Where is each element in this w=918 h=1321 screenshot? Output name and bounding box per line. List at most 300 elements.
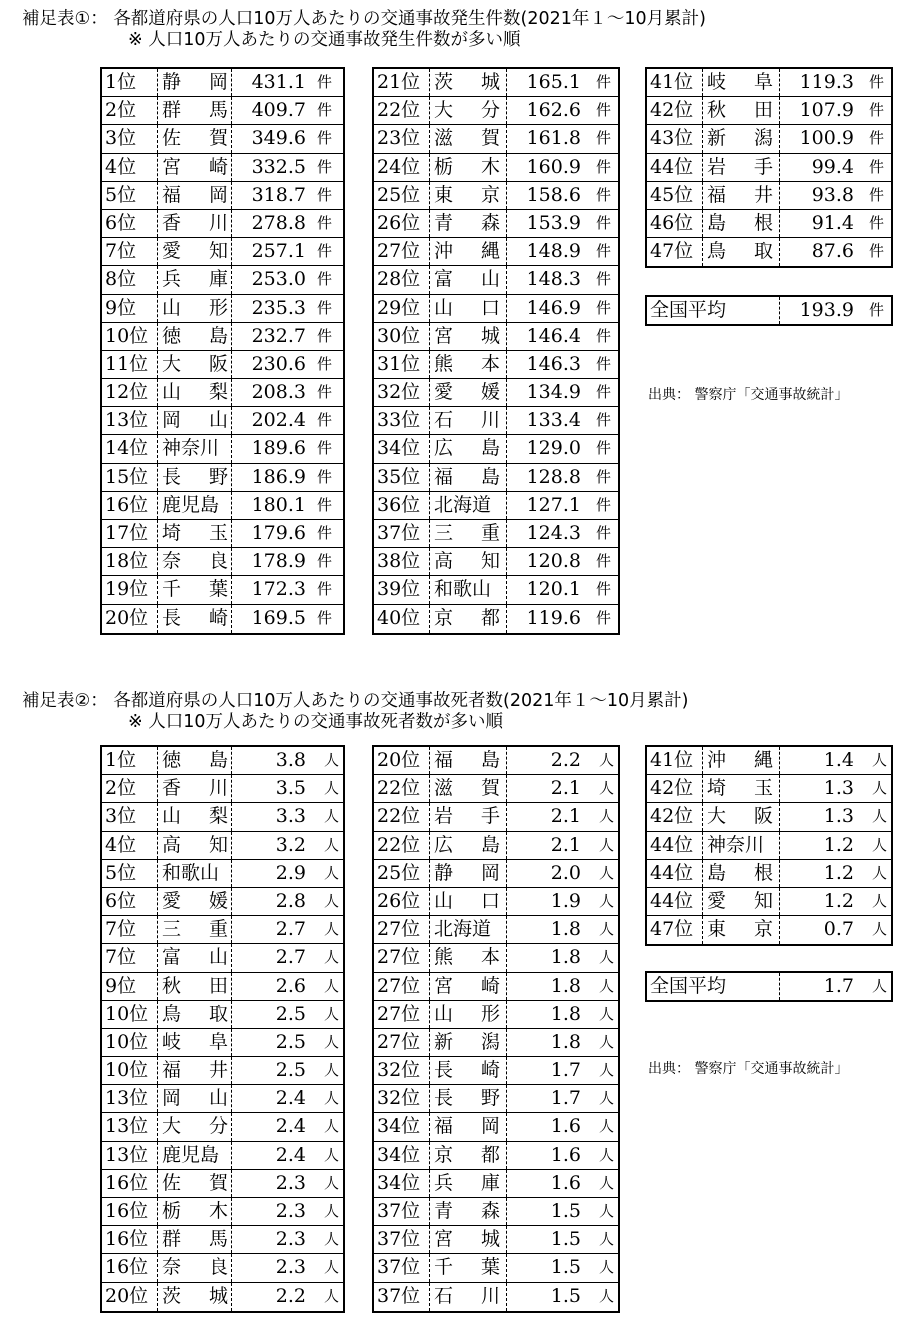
rank-cell: 37位 xyxy=(377,1284,421,1307)
prefecture-cell: 山梨 xyxy=(157,379,228,406)
value-cell: 1.5 xyxy=(506,1226,581,1253)
value-cell: 431.1 xyxy=(231,69,306,96)
prefecture-cell: 長崎 xyxy=(157,605,228,633)
table-row xyxy=(102,944,343,972)
prefecture-cell: 兵庫 xyxy=(157,266,228,293)
table-row xyxy=(102,323,343,351)
value-cell: 1.8 xyxy=(506,1001,581,1028)
unit-cell: 件 xyxy=(596,354,612,373)
value-cell: 2.1 xyxy=(506,803,581,830)
value-cell: 1.8 xyxy=(506,973,581,1000)
unit-cell: 件 xyxy=(317,608,333,627)
unit-cell: 人 xyxy=(599,863,615,882)
rank-cell: 27位 xyxy=(377,918,421,941)
table-row xyxy=(102,69,343,97)
table-row xyxy=(374,1226,618,1254)
value-cell: 230.6 xyxy=(231,351,306,378)
prefecture-cell: 福岡 xyxy=(429,1113,500,1140)
rank-cell: 42位 xyxy=(650,777,694,800)
prefecture-cell: 新潟 xyxy=(429,1029,500,1056)
value-cell: 153.9 xyxy=(506,210,581,237)
prefecture-cell: 東京 xyxy=(702,916,773,944)
rank-cell: 32位 xyxy=(377,381,421,404)
rank-cell: 7位 xyxy=(105,240,137,263)
rank-cell: 7位 xyxy=(105,918,137,941)
rank-cell: 9位 xyxy=(105,974,137,997)
prefecture-cell: 福島 xyxy=(429,747,500,774)
prefecture-cell: 宮城 xyxy=(429,1226,500,1253)
prefecture-cell: 大分 xyxy=(429,97,500,124)
value-cell: 2.5 xyxy=(231,1057,306,1084)
table-row xyxy=(374,295,618,323)
prefecture-cell: 青森 xyxy=(429,1198,500,1225)
value-cell: 2.9 xyxy=(231,860,306,887)
average-label: 全国平均 xyxy=(650,975,727,997)
prefecture-cell: 北海道 xyxy=(429,916,500,943)
unit-cell: 人 xyxy=(599,1145,615,1164)
rank-cell: 44位 xyxy=(650,861,694,884)
value-cell: 349.6 xyxy=(231,125,306,152)
prefecture-cell: 奈良 xyxy=(157,1254,228,1281)
prefecture-cell: 千葉 xyxy=(429,1254,500,1281)
table-row xyxy=(374,576,618,604)
prefecture-cell: 兵庫 xyxy=(429,1170,500,1197)
rank-cell: 37位 xyxy=(377,522,421,544)
rank-cell: 22位 xyxy=(377,777,421,800)
table2-col3 xyxy=(645,745,893,946)
rank-cell: 7位 xyxy=(105,946,137,969)
prefecture-cell: 岡山 xyxy=(157,1085,228,1112)
average-label: 全国平均 xyxy=(650,299,727,321)
rank-cell: 18位 xyxy=(105,550,149,573)
prefecture-cell: 秋田 xyxy=(702,97,773,124)
rank-cell: 10位 xyxy=(105,1059,149,1082)
prefecture-cell: 茨城 xyxy=(157,1283,228,1311)
unit-cell: 件 xyxy=(317,270,333,289)
table-row xyxy=(374,916,618,944)
table-row xyxy=(647,832,891,860)
value-cell: 1.5 xyxy=(506,1254,581,1281)
unit-cell: 件 xyxy=(869,73,885,91)
rank-cell: 10位 xyxy=(105,324,149,347)
table-row xyxy=(647,125,891,153)
value-cell: 2.3 xyxy=(231,1198,306,1225)
unit-cell: 件 xyxy=(596,242,612,261)
unit-cell: 件 xyxy=(317,524,333,542)
unit-cell: 人 xyxy=(599,948,615,967)
rank-cell: 25位 xyxy=(377,183,421,206)
unit-cell: 件 xyxy=(317,185,333,204)
unit-cell: 件 xyxy=(317,467,333,486)
value-cell: 2.2 xyxy=(506,747,581,774)
table-row xyxy=(374,860,618,888)
rank-cell: 6位 xyxy=(105,211,137,234)
value-cell: 3.8 xyxy=(231,747,306,774)
table1-col2 xyxy=(372,67,620,635)
table-row xyxy=(647,916,891,944)
prefecture-cell: 高知 xyxy=(157,832,228,859)
table-row xyxy=(647,860,891,888)
table2-col1 xyxy=(100,745,345,1313)
prefecture-cell: 長野 xyxy=(429,1085,500,1112)
rank-cell: 34位 xyxy=(377,1143,421,1166)
unit-cell: 件 xyxy=(869,101,885,120)
prefecture-cell: 栃木 xyxy=(429,154,500,181)
table2-title: 補足表②： 各都道府県の人口10万人あたりの交通事故死者数(2021年１～10月累計) xyxy=(22,691,689,711)
table-row xyxy=(102,832,343,860)
prefecture-cell: 埼玉 xyxy=(157,520,228,547)
table-row xyxy=(374,210,618,238)
table-row xyxy=(102,295,343,323)
rank-cell: 27位 xyxy=(377,1002,421,1025)
value-cell: 189.6 xyxy=(231,435,306,462)
prefecture-cell: 北海道 xyxy=(429,492,500,519)
prefecture-cell: 島根 xyxy=(702,860,773,887)
unit-cell: 件 xyxy=(596,411,612,430)
value-cell: 146.3 xyxy=(506,351,581,378)
rank-cell: 47位 xyxy=(650,240,694,263)
value-cell: 1.6 xyxy=(506,1113,581,1140)
value-cell: 1.3 xyxy=(779,803,854,830)
table-row xyxy=(647,97,891,125)
table-row xyxy=(102,1198,343,1226)
rank-cell: 9位 xyxy=(105,296,137,319)
rank-cell: 44位 xyxy=(650,155,694,178)
unit-cell: 人 xyxy=(599,1004,615,1023)
average-unit: 人 xyxy=(872,977,888,995)
unit-cell: 件 xyxy=(317,129,333,148)
table1-average-box xyxy=(645,295,893,326)
rank-cell: 16位 xyxy=(105,1256,149,1279)
table2-col2 xyxy=(372,745,620,1313)
rank-cell: 13位 xyxy=(105,1087,149,1110)
unit-cell: 件 xyxy=(869,157,885,176)
rank-cell: 16位 xyxy=(105,1200,149,1222)
prefecture-cell: 大分 xyxy=(157,1113,228,1140)
prefecture-cell: 佐賀 xyxy=(157,1170,228,1197)
table-row xyxy=(102,154,343,182)
unit-cell: 件 xyxy=(317,298,333,317)
rank-cell: 24位 xyxy=(377,155,421,178)
table-row xyxy=(102,1283,343,1311)
value-cell: 409.7 xyxy=(231,97,306,124)
prefecture-cell: 香川 xyxy=(157,210,228,237)
prefecture-cell: 長崎 xyxy=(429,1057,500,1084)
table-row xyxy=(647,238,891,266)
rank-cell: 10位 xyxy=(105,1002,149,1025)
table2-source: 出典： 警察庁「交通事故統計」 xyxy=(648,1061,849,1077)
table-row xyxy=(102,747,343,775)
unit-cell: 件 xyxy=(317,157,333,176)
rank-cell: 4位 xyxy=(105,155,137,178)
prefecture-cell: 岡山 xyxy=(157,407,228,434)
prefecture-cell: 石川 xyxy=(429,1283,500,1311)
table-row xyxy=(102,548,343,576)
unit-cell: 人 xyxy=(599,779,615,798)
unit-cell: 人 xyxy=(324,807,340,826)
rank-cell: 21位 xyxy=(377,71,421,93)
prefecture-cell: 和歌山 xyxy=(429,576,500,603)
table-row xyxy=(374,435,618,463)
rank-cell: 12位 xyxy=(105,381,149,404)
value-cell: 2.2 xyxy=(231,1283,306,1311)
value-cell: 1.7 xyxy=(506,1085,581,1112)
value-cell: 2.1 xyxy=(506,775,581,802)
table-row xyxy=(647,888,891,916)
value-cell: 100.9 xyxy=(779,125,854,152)
unit-cell: 人 xyxy=(599,976,615,995)
unit-cell: 人 xyxy=(324,1032,340,1051)
value-cell: 1.8 xyxy=(506,944,581,971)
value-cell: 1.6 xyxy=(506,1170,581,1197)
unit-cell: 人 xyxy=(872,835,888,854)
rank-cell: 20位 xyxy=(105,1284,149,1307)
rank-cell: 42位 xyxy=(650,805,694,828)
table-row xyxy=(374,323,618,351)
table-row xyxy=(374,775,618,803)
value-cell: 3.3 xyxy=(231,803,306,830)
table-row xyxy=(374,605,618,633)
value-cell: 162.6 xyxy=(506,97,581,124)
value-cell: 257.1 xyxy=(231,238,306,265)
unit-cell: 件 xyxy=(596,524,612,542)
table-row xyxy=(374,492,618,520)
unit-cell: 件 xyxy=(596,383,612,402)
table1-col3 xyxy=(645,67,893,268)
table-row xyxy=(102,97,343,125)
value-cell: 119.6 xyxy=(506,605,581,633)
unit-cell: 件 xyxy=(869,213,885,232)
value-cell: 1.4 xyxy=(779,747,854,774)
unit-cell: 人 xyxy=(599,807,615,826)
unit-cell: 人 xyxy=(599,920,615,939)
value-cell: 129.0 xyxy=(506,435,581,462)
prefecture-cell: 茨城 xyxy=(429,69,500,96)
rank-cell: 16位 xyxy=(105,1171,149,1194)
prefecture-cell: 滋賀 xyxy=(429,125,500,152)
value-cell: 2.7 xyxy=(231,944,306,971)
rank-cell: 5位 xyxy=(105,861,137,884)
table-row xyxy=(102,435,343,463)
table-row xyxy=(102,1170,343,1198)
value-cell: 2.8 xyxy=(231,888,306,915)
value-cell: 1.2 xyxy=(779,860,854,887)
value-cell: 124.3 xyxy=(506,520,581,547)
rank-cell: 37位 xyxy=(377,1256,421,1279)
table-row xyxy=(374,379,618,407)
unit-cell: 人 xyxy=(599,1230,615,1249)
rank-cell: 26位 xyxy=(377,889,421,912)
table-row xyxy=(102,1001,343,1029)
prefecture-cell: 熊本 xyxy=(429,351,500,378)
unit-cell: 件 xyxy=(596,213,612,232)
prefecture-cell: 群馬 xyxy=(157,97,228,124)
prefecture-cell: 青森 xyxy=(429,210,500,237)
table-row xyxy=(102,576,343,604)
rank-cell: 23位 xyxy=(377,127,421,150)
table-row xyxy=(102,775,343,803)
prefecture-cell: 山口 xyxy=(429,295,500,322)
prefecture-cell: 宮崎 xyxy=(429,973,500,1000)
table-row xyxy=(374,182,618,210)
prefecture-cell: 千葉 xyxy=(157,576,228,603)
table-row xyxy=(102,1142,343,1170)
prefecture-cell: 福島 xyxy=(429,464,500,491)
table-row xyxy=(102,379,343,407)
value-cell: 2.3 xyxy=(231,1170,306,1197)
prefecture-cell: 沖縄 xyxy=(429,238,500,265)
unit-cell: 人 xyxy=(872,751,888,769)
fatality-section xyxy=(0,690,918,1321)
unit-cell: 件 xyxy=(596,580,612,599)
unit-cell: 件 xyxy=(317,354,333,373)
table1-subtitle: ※ 人口10万人あたりの交通事故発生件数が多い順 xyxy=(128,30,521,50)
table-row xyxy=(102,973,343,1001)
prefecture-cell: 沖縄 xyxy=(702,747,773,774)
rank-cell: 6位 xyxy=(105,889,137,912)
table-row xyxy=(102,860,343,888)
prefecture-cell: 徳島 xyxy=(157,747,228,774)
table-row xyxy=(374,1142,618,1170)
table-row xyxy=(374,1113,618,1141)
value-cell: 161.8 xyxy=(506,125,581,152)
value-cell: 1.9 xyxy=(506,888,581,915)
prefecture-cell: 和歌山 xyxy=(157,860,228,887)
unit-cell: 件 xyxy=(596,467,612,486)
table-row xyxy=(647,154,891,182)
table-row xyxy=(102,1029,343,1057)
value-cell: 179.6 xyxy=(231,520,306,547)
table-row xyxy=(102,464,343,492)
rank-cell: 2位 xyxy=(105,777,137,800)
prefecture-cell: 香川 xyxy=(157,775,228,802)
prefecture-cell: 高知 xyxy=(429,548,500,575)
value-cell: 232.7 xyxy=(231,323,306,350)
unit-cell: 人 xyxy=(324,1202,340,1220)
value-cell: 1.2 xyxy=(779,888,854,915)
value-cell: 172.3 xyxy=(231,576,306,603)
prefecture-cell: 徳島 xyxy=(157,323,228,350)
prefecture-cell: 奈良 xyxy=(157,548,228,575)
prefecture-cell: 愛媛 xyxy=(429,379,500,406)
table2-average-box xyxy=(645,971,893,1002)
table-row xyxy=(102,888,343,916)
value-cell: 0.7 xyxy=(779,916,854,944)
unit-cell: 件 xyxy=(317,242,333,261)
table2-subtitle: ※ 人口10万人あたりの交通事故死者数が多い順 xyxy=(128,712,503,732)
value-cell: 148.3 xyxy=(506,266,581,293)
unit-cell: 人 xyxy=(324,1286,340,1305)
rank-cell: 45位 xyxy=(650,183,694,206)
table-row xyxy=(102,1226,343,1254)
rank-cell: 13位 xyxy=(105,1115,149,1138)
rank-cell: 20位 xyxy=(105,606,149,629)
value-cell: 235.3 xyxy=(231,295,306,322)
rank-cell: 29位 xyxy=(377,296,421,319)
prefecture-cell: 広島 xyxy=(429,832,500,859)
rank-cell: 13位 xyxy=(105,1143,149,1166)
value-cell: 134.9 xyxy=(506,379,581,406)
table-row xyxy=(374,1001,618,1029)
unit-cell: 人 xyxy=(324,1230,340,1249)
value-cell: 99.4 xyxy=(779,154,854,181)
table-row xyxy=(647,803,891,831)
unit-cell: 人 xyxy=(324,1089,340,1108)
value-cell: 165.1 xyxy=(506,69,581,96)
rank-cell: 34位 xyxy=(377,437,421,460)
table-row xyxy=(374,520,618,548)
rank-cell: 3位 xyxy=(105,127,137,150)
value-cell: 1.3 xyxy=(779,775,854,802)
value-cell: 93.8 xyxy=(779,182,854,209)
value-cell: 120.8 xyxy=(506,548,581,575)
prefecture-cell: 富山 xyxy=(429,266,500,293)
table-row xyxy=(374,747,618,775)
unit-cell: 人 xyxy=(599,835,615,854)
rank-cell: 15位 xyxy=(105,465,149,488)
accident-count-section xyxy=(0,8,918,648)
unit-cell: 件 xyxy=(596,326,612,345)
unit-cell: 件 xyxy=(596,552,612,571)
value-cell: 2.3 xyxy=(231,1254,306,1281)
prefecture-cell: 愛媛 xyxy=(157,888,228,915)
rank-cell: 16位 xyxy=(105,493,149,516)
table-row xyxy=(374,1254,618,1282)
value-cell: 87.6 xyxy=(779,238,854,266)
value-cell: 1.6 xyxy=(506,1142,581,1169)
table-row xyxy=(102,916,343,944)
rank-cell: 13位 xyxy=(105,409,149,432)
table-row xyxy=(374,1283,618,1311)
table-row xyxy=(374,832,618,860)
table-row xyxy=(374,266,618,294)
prefecture-cell: 愛知 xyxy=(157,238,228,265)
value-cell: 148.9 xyxy=(506,238,581,265)
table-row xyxy=(374,548,618,576)
prefecture-cell: 山形 xyxy=(157,295,228,322)
rank-cell: 43位 xyxy=(650,127,694,150)
table-row xyxy=(102,1057,343,1085)
prefecture-cell: 静岡 xyxy=(157,69,228,96)
unit-cell: 件 xyxy=(596,185,612,204)
value-cell: 2.4 xyxy=(231,1113,306,1140)
prefecture-cell: 鹿児島 xyxy=(157,1142,228,1169)
rank-cell: 31位 xyxy=(377,352,421,375)
value-cell: 128.8 xyxy=(506,464,581,491)
prefecture-cell: 新潟 xyxy=(702,125,773,152)
table-row xyxy=(374,125,618,153)
prefecture-cell: 島根 xyxy=(702,210,773,237)
value-cell: 2.5 xyxy=(231,1029,306,1056)
table-row xyxy=(374,1198,618,1226)
prefecture-cell: 岩手 xyxy=(702,154,773,181)
rank-cell: 10位 xyxy=(105,1030,149,1053)
value-cell: 1.8 xyxy=(506,1029,581,1056)
rank-cell: 40位 xyxy=(377,606,421,629)
prefecture-cell: 神奈川 xyxy=(157,435,228,462)
rank-cell: 46位 xyxy=(650,211,694,234)
table-row xyxy=(374,973,618,1001)
prefecture-cell: 鹿児島 xyxy=(157,492,228,519)
unit-cell: 人 xyxy=(324,1258,340,1277)
unit-cell: 件 xyxy=(596,73,612,91)
unit-cell: 件 xyxy=(317,439,333,458)
rank-cell: 4位 xyxy=(105,833,137,856)
table-row xyxy=(374,407,618,435)
value-cell: 107.9 xyxy=(779,97,854,124)
unit-cell: 人 xyxy=(872,779,888,798)
unit-cell: 件 xyxy=(596,129,612,148)
